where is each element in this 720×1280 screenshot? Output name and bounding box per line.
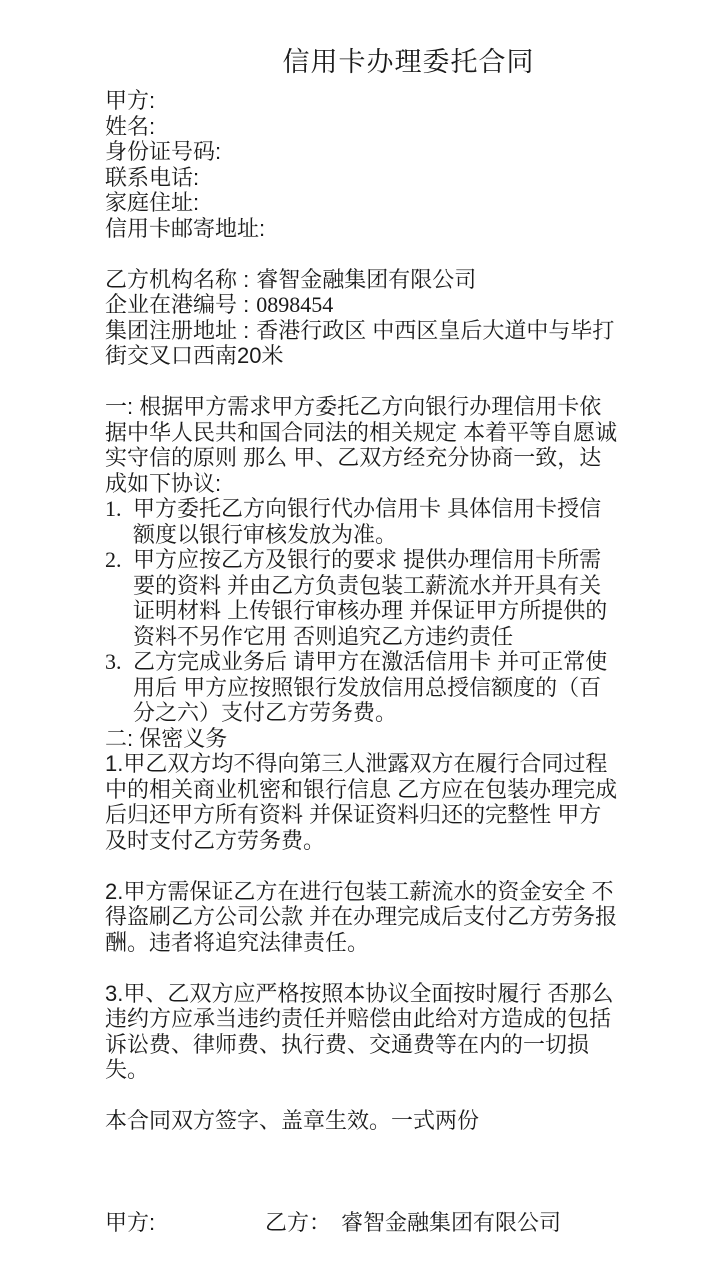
signature-row	[105, 1210, 620, 1236]
list-item-1-number: 1.	[105, 496, 122, 521]
party-b-reg-number: 0898454	[256, 292, 334, 317]
party-b-name-label: 乙方机构名称 :	[105, 266, 250, 292]
spacer	[105, 853, 620, 879]
party-b-reg-label: 企业在港编号 :	[105, 292, 250, 317]
field-id-number: 身份证号码:	[105, 139, 222, 164]
field-party-a: 甲方:	[105, 88, 156, 113]
spacer	[105, 1083, 620, 1109]
party-a-fields	[105, 88, 620, 241]
spacer	[105, 955, 620, 981]
party-b-address-value: 香港行政区 中西区皇后大道中与毕打街交叉口西南20米	[105, 317, 615, 368]
field-name: 姓名:	[105, 113, 156, 139]
section-two-heading: 二: 保密义务	[105, 725, 228, 751]
party-b-address-line	[105, 318, 620, 369]
list-item-2-text: 甲方应按乙方及银行的要求 提供办理信用卡所需要的资料 并由乙方负责包装工薪流水并开具有关证明材料 上传银行审核办理 并保证甲方所提供的资料不另作它用 否则追究乙方违约责任	[133, 547, 608, 649]
party-b-name-value: 睿智金融集团有限公司	[256, 266, 477, 292]
confidentiality-paragraph-3: 3.甲、乙双方应严格按照本协议全面按时履行 否那么违约方应承当违约责任并赔偿由此给对方造成的包括诉讼费、律师费、执行费、交通费等在内的一切损失。	[105, 980, 614, 1082]
confidentiality-paragraph-1: 1.甲乙双方均不得向第三人泄露双方在履行合同过程中的相关商业机密和银行信息 乙方应在包装办理完成后归还甲方所有资料 并保证资料归还的完整性 甲方及时支付乙方劳务费。	[105, 751, 618, 853]
list-item-3	[105, 649, 620, 726]
list-item-1-text: 甲方委托乙方向银行代办信用卡 具体信用卡授信额度以银行审核发放为准。	[133, 496, 602, 547]
list-item-3-text: 乙方完成业务后 请甲方在激活信用卡 并可正常使用后 甲方应按照银行发放信用总授信额度的（百分之六）支付乙方劳务费。	[133, 649, 608, 725]
section-one	[105, 394, 620, 726]
party-b-address-label: 集团注册地址 :	[105, 317, 250, 343]
list-item-3-number: 3.	[105, 649, 122, 674]
spacer	[105, 241, 620, 267]
signature-party-a-label: 甲方:	[105, 1209, 156, 1235]
list-item-2	[105, 547, 620, 649]
section-two	[105, 726, 620, 1083]
spacer	[105, 1134, 620, 1210]
section-one-intro: 一: 根据甲方需求甲方委托乙方向银行办理信用卡依据中华人民共和国合同法的相关规定 本着平等自愿诚实守信的原则 那么 甲、乙双方经充分协商一致，达成如下协议:	[105, 394, 618, 496]
signature-party-b-name: 睿智金融集团有限公司	[341, 1209, 562, 1235]
field-card-mailing-address: 信用卡邮寄地址:	[105, 215, 266, 241]
list-item-2-number: 2.	[105, 547, 122, 572]
party-b-name-line	[105, 267, 620, 293]
field-home-address: 家庭住址:	[105, 190, 200, 215]
party-b-registration-line	[105, 292, 620, 318]
confidentiality-paragraph-2: 2.甲方需保证乙方在进行包装工薪流水的资金安全 不得盗刷乙方公司公款 并在办理完成后支付乙方劳务报酬。违者将追究法律责任。	[105, 878, 618, 955]
spacer	[105, 369, 620, 395]
list-item-1	[105, 496, 620, 547]
page-title: 信用卡办理委托合同	[282, 47, 535, 77]
signature-party-b-label: 乙方：	[265, 1209, 332, 1235]
closing-statement: 本合同双方签字、盖章生效。一式两份	[105, 1108, 480, 1133]
field-phone: 联系电话:	[105, 164, 200, 190]
party-b-info	[105, 267, 620, 369]
